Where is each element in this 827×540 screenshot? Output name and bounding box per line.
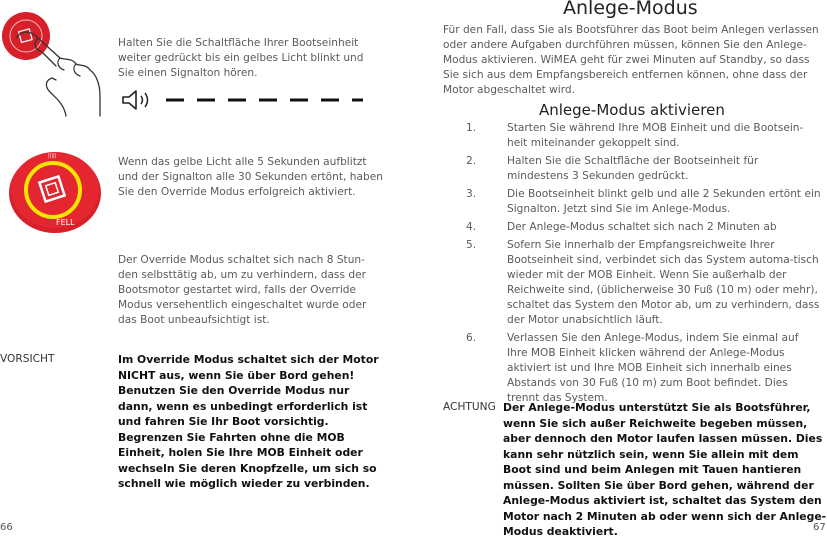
list-item: [466, 187, 822, 217]
speaker-icon: [120, 89, 156, 111]
caution-label-left: VORSICHT: [0, 353, 55, 365]
step-number: 1.: [466, 122, 477, 134]
step-text: Der Anlege-Modus schaltet sich nach 2 Minuten ab: [507, 221, 777, 233]
step-text: Die Bootseinheit blinkt gelb und alle 2 Sekunden ertönt ein Signalton. Jetzt sind Sie im Anlege-Modus.: [507, 188, 821, 215]
step-number: 4.: [466, 221, 477, 233]
list-item: [466, 121, 822, 151]
caution-label-right: ACHTUNG: [443, 401, 496, 413]
intro-text: Für den Fall, dass Sie als Bootsführer das Boot beim Anlegen verlassen oder andere Aufgaben durchführen müssen, können Sie den Anlege-Modus aktivieren. WiMEA geht für zwei Minuten auf Standby, so dass Sie sich aus dem Empfangsbereich entfernen können, ohne dass der Motor abgeschaltet wird.: [443, 24, 819, 96]
hand-press-illustration: [0, 0, 110, 118]
steps-list: [466, 121, 822, 409]
list-item: [466, 154, 822, 184]
caution-text-right: Der Anlege-Modus unterstützt Sie als Bootsführer, wenn Sie sich außer Reichweite begeben müssen, aber dennoch den Motor laufen lassen müssen. Dies kann sehr nützlich sein, wenn Sie allein mit dem Boot sind und beim Anlegen mit Tauen hantieren müssen. Sollten Sie über Bord gehen, während der Anlege-Modus aktiviert ist, schaltet das System den Motor nach 2 Minuten ab oder wenn sich der Anlege-Modus deaktiviert.: [503, 401, 827, 538]
list-item: [466, 331, 822, 406]
page-number-left: 66: [0, 522, 13, 533]
step-number: 5.: [466, 239, 477, 251]
svg-text:|||||: |||||: [48, 153, 57, 159]
step-text: Halten Sie die Schaltfläche der Bootseinheit für mindestens 3 Sekunden gedrückt.: [507, 155, 759, 182]
step-number: 3.: [466, 188, 477, 200]
caution-text-left: Im Override Modus schaltet sich der Motor NICHT aus, wenn Sie über Bord gehen! Benutzen Sie den Override Modus nur dann, wenn es unbedingt erforderlich ist und fahren Sie Ihr Boot vorsichtig. Begrenzen Sie Fahrten ohne die MOB Einheit, holen Sie Ihre MOB Einheit oder wechseln Sie deren Knopfzelle, um sich so schnell wie möglich wieder zu verbinden.: [118, 353, 379, 490]
override-step3-text: Der Override Modus schaltet sich nach 8 Stun-den selbsttätig ab, um zu verhindern, dass der Bootsmotor gestartet wird, falls der Override Modus versehentlich eingeschaltet wurde oder das Boot unbeaufsichtigt ist.: [118, 254, 367, 326]
override-step1-text: Halten Sie die Schaltfläche Ihrer Bootseinheit weiter gedrückt bis ein gelbes Licht blinkt und Sie einen Signalton hören.: [118, 37, 364, 79]
page-title: Anlege-Modus: [563, 0, 698, 19]
override-step2-text: Wenn das gelbe Licht alle 5 Sekunden aufblitzt und der Signalton alle 30 Sekunden ertönt, haben Sie den Override Modus erfolgreich aktiviert.: [118, 156, 383, 198]
step-text: Sofern Sie innerhalb der Empfangsreichweite Ihrer Bootseinheit sind, verbindet sich das System automa-tisch wieder mit der MOB Einheit. Wenn Sie außerhalb der Reichweite sind, (üblicherweise 30 Fuß (10 m) oder mehr), schaltet das System den Motor ab, um zu verhindern, dass der Motor unabsichtlich läuft.: [507, 239, 820, 326]
list-item: [466, 238, 822, 328]
boat-unit-device-illustration: [6, 148, 104, 234]
step-number: 2.: [466, 155, 477, 167]
step-text: Verlassen Sie den Anlege-Modus, indem Sie einmal auf Ihre MOB Einheit klicken während der Anlege-Modus aktiviert ist und Ihre MOB Einheit sich innerhalb eines Abstands von 30 Fuß (10 m) zum Boot befindet. Dies trennt das System.: [507, 332, 799, 404]
section-subtitle: Anlege-Modus aktivieren: [539, 101, 725, 119]
step-text: Starten Sie während Ihre MOB Einheit und die Bootsein-heit miteinander gekoppelt sind.: [507, 122, 804, 149]
signal-dashes: [164, 96, 364, 104]
list-item: [466, 220, 822, 235]
step-number: 6.: [466, 332, 477, 344]
page-number-right: 67: [813, 522, 826, 533]
device-label: FELL: [56, 218, 75, 227]
